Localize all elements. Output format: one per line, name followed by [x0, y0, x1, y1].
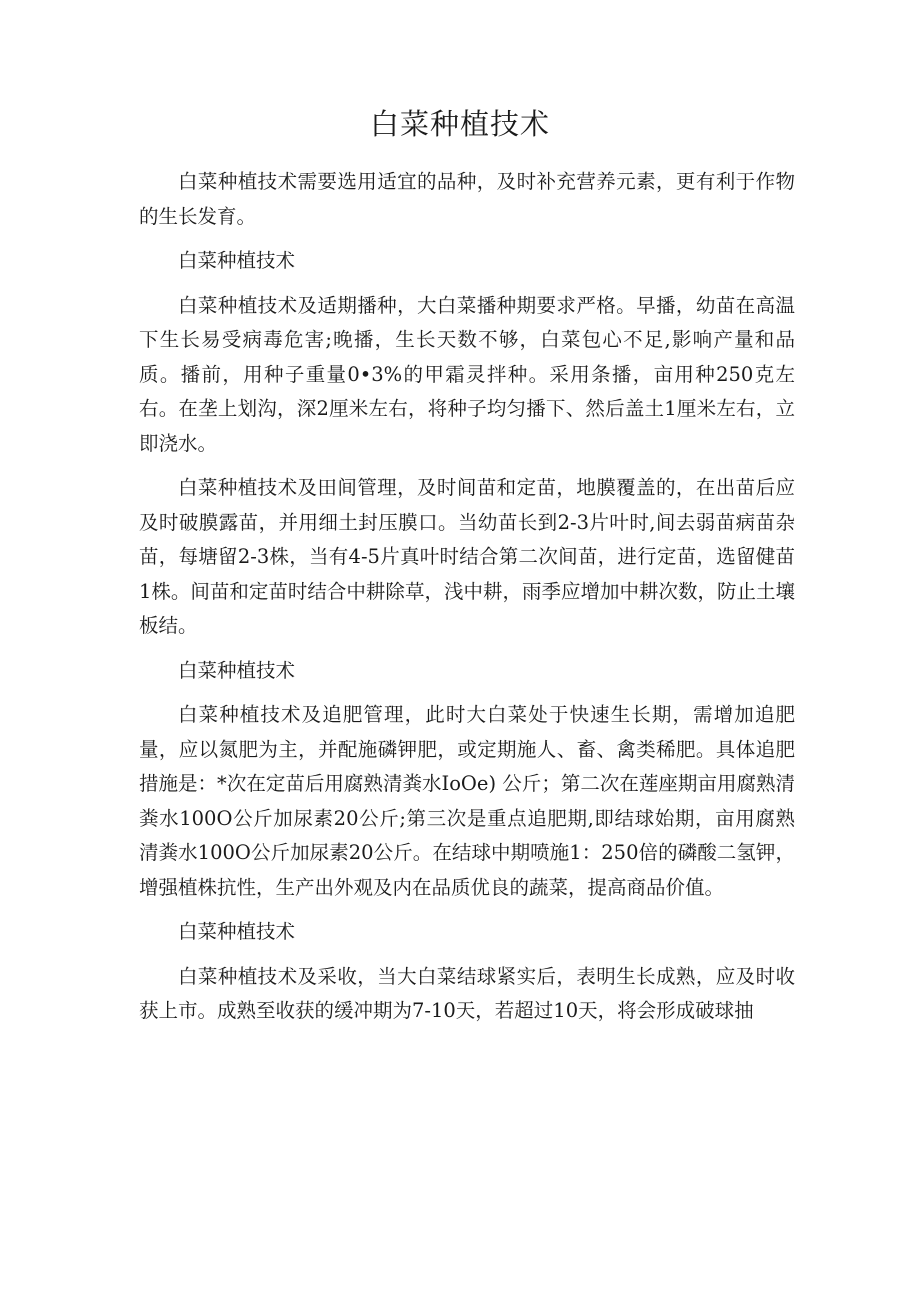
section-heading-3: 白菜种植技术 — [178, 920, 296, 943]
section-heading-2: 白菜种植技术 — [178, 658, 296, 682]
page-title: 白菜种植技术 — [369, 107, 550, 141]
section-1-paragraph-1: 白菜种植技术及适期播种，大白菜播种期要求严格。早播，幼苗在高温下生长易受病毒危害;晚播，生长天数不够，白菜包心不足,影响产量和品质。播前，用种子重量0•3%的甲霜灵拌种。采用条播，亩用种250克左右。在垄上划沟，深2厘米左右，将种子均匀播下、然后盖土1厘米左右，立即浇水。 — [139, 293, 795, 455]
section-3-paragraph-1: 白菜种植技术及采收，当大白菜结球紧实后，表明生长成熟，应及时收获上市。成熟至收获的缓冲期为7-10天，若超过10天，将会形成破球抽 — [139, 964, 795, 1022]
section-2-paragraph-1: 白菜种植技术及追肥管理，此时大白菜处于快速生长期，需增加追肥量，应以氮肥为主，并配施磷钾肥，或定期施人、畜、禽类稀肥。具体追肥措施是：*次在定苗后用腐熟清粪水IoOe) 公斤；第二次在莲座期亩用腐熟清粪水100O公斤加尿素20公斤;第三次是重点追肥期,即结球始期，亩用腐熟清粪水100O公斤加尿素20公斤。在结球中期喷施1：250倍的磷酸二氢钾，增强植株抗性，生产出外观及内在品质优良的蔬菜，提高商品价值。 — [139, 703, 795, 899]
section-heading-1: 白菜种植技术 — [178, 249, 296, 272]
intro-paragraph: 白菜种植技术需要选用适宜的品种，及时补充营养元素，更有利于作物的生长发育。 — [139, 170, 795, 228]
document-body — [139, 165, 795, 1029]
section-1-paragraph-2: 白菜种植技术及田间管理，及时间苗和定苗，地膜覆盖的，在出苗后应及时破膜露苗，并用细土封压膜口。当幼苗长到2-3片叶时,间去弱苗病苗杂苗，每塘留2-3株，当有4-5片真叶时结合第二次间苗，进行定苗，选留健苗1株。间苗和定苗时结合中耕除草，浅中耕，雨季应增加中耕次数，防止土壤板结。 — [139, 476, 795, 637]
